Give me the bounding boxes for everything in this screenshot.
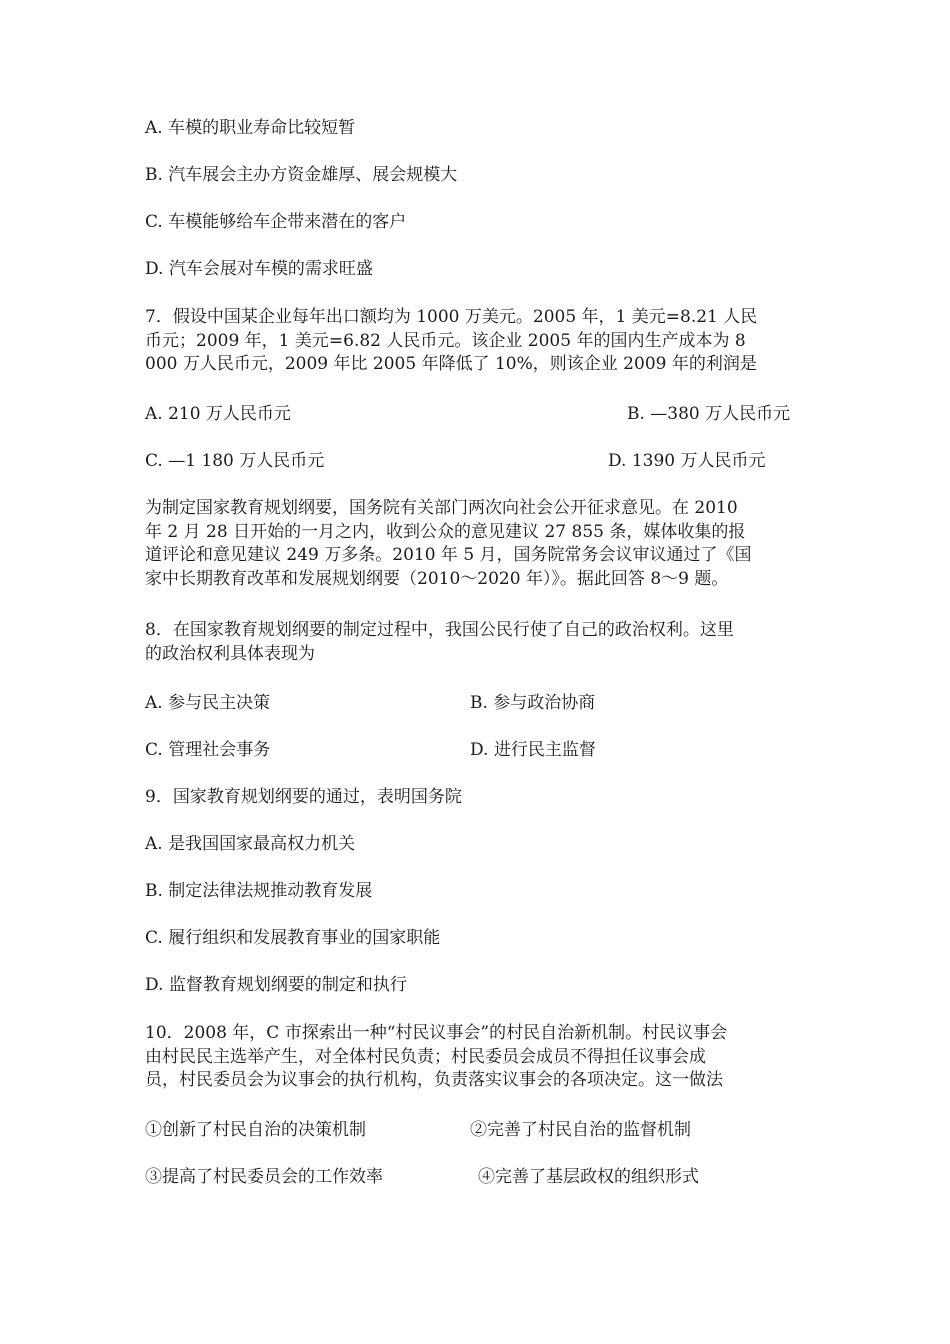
q7-option-c: C. —1 180 万人民币元 — [145, 451, 325, 471]
intro-line: 道评论和意见建议 249 万多条。2010 年 5 月，国务院常务会议审议通过了《国 — [145, 545, 752, 565]
q7-stem-line: 7．假设中国某企业每年出口额均为 1000 万美元。2005 年，1 美元=8.21 人民 — [145, 307, 758, 327]
q6-option-b: B. 汽车展会主办方资金雄厚、展会规模大 — [145, 165, 458, 185]
q7-option-b: B. —380 万人民币元 — [627, 404, 791, 424]
q7-option-a: A. 210 万人民币元 — [145, 404, 291, 424]
q6-option-a: A. 车模的职业寿命比较短暂 — [145, 118, 356, 138]
q10-stem-line: 员，村民委员会为议事会的执行机构，负责落实议事会的各项决定。这一做法 — [145, 1070, 723, 1090]
q7-stem-line: 币元；2009 年，1 美元=6.82 人民币元。该企业 2005 年的国内生产成本为 8 — [145, 330, 746, 351]
q10-item-1: ①创新了村民自治的决策机制 — [145, 1120, 366, 1140]
q9-option-d: D. 监督教育规划纲要的制定和执行 — [145, 975, 407, 995]
q6-option-c: C. 车模能够给车企带来潜在的客户 — [145, 212, 407, 232]
intro-line: 家中长期教育改革和发展规划纲要（2010～2020 年）》。据此回答 8～9 题。 — [145, 568, 729, 589]
q9-stem: 9．国家教育规划纲要的通过，表明国务院 — [145, 787, 462, 807]
intro-line: 为制定国家教育规划纲要，国务院有关部门两次向社会公开征求意见。在 2010 — [145, 498, 738, 518]
q6-option-d: D. 汽车会展对车模的需求旺盛 — [145, 259, 373, 279]
q8-stem-line: 8．在国家教育规划纲要的制定过程中，我国公民行使了自己的政治权利。这里 — [145, 620, 734, 640]
q10-item-3: ③提高了村民委员会的工作效率 — [145, 1167, 383, 1187]
q9-option-b: B. 制定法律法规推动教育发展 — [145, 881, 373, 901]
q10-item-2: ②完善了村民自治的监督机制 — [470, 1120, 691, 1140]
q8-option-c: C. 管理社会事务 — [145, 740, 271, 760]
q10-stem — [145, 1022, 805, 1093]
q10-stem-line: 由村民民主选举产生，对全体村民负责；村民委员会成员不得担任议事会成 — [145, 1046, 706, 1067]
q8-option-d: D. 进行民主监督 — [470, 740, 596, 760]
q8-option-b: B. 参与政治协商 — [470, 693, 596, 713]
q7-stem — [145, 306, 805, 377]
q8-stem-line: 的政治权利具体表现为 — [145, 643, 315, 664]
q10-item-4: ④完善了基层政权的组织形式 — [478, 1167, 699, 1187]
q9-option-a: A. 是我国国家最高权力机关 — [145, 834, 356, 854]
q7-stem-line: 000 万人民币元，2009 年比 2005 年降低了 10%，则该企业 2009 年的利润是 — [145, 354, 757, 374]
intro-8-9 — [145, 497, 805, 591]
q10-stem-line: 10．2008 年，C 市探索出一种“村民议事会”的村民自治新机制。村民议事会 — [145, 1023, 728, 1043]
q7-option-d: D. 1390 万人民币元 — [608, 451, 766, 471]
q9-option-c: C. 履行组织和发展教育事业的国家职能 — [145, 928, 441, 948]
q8-option-a: A. 参与民主决策 — [145, 693, 271, 713]
q8-stem — [145, 619, 805, 666]
intro-line: 年 2 月 28 日开始的一月之内，收到公众的意见建议 27 855 条，媒体收集的报 — [145, 521, 746, 542]
